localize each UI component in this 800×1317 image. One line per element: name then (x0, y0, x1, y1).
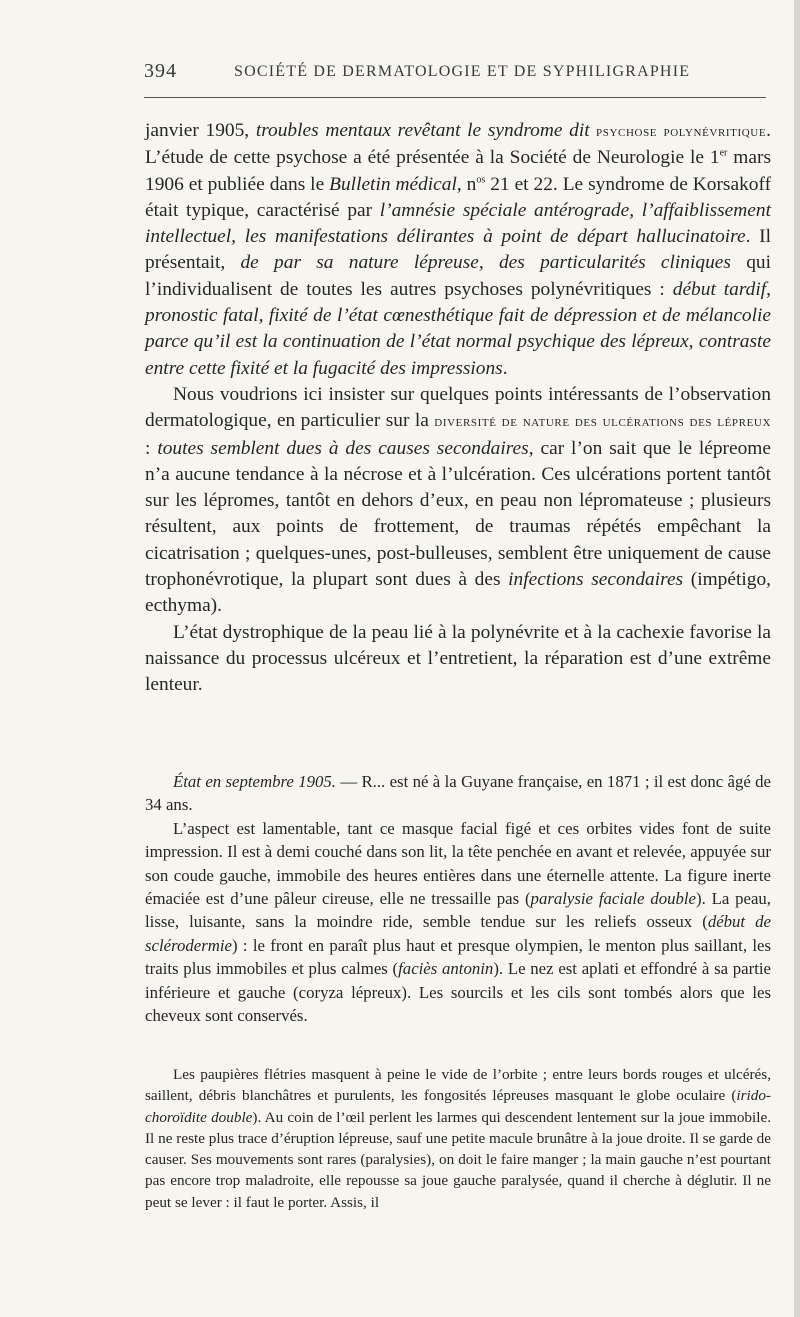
page-number: 394 (144, 60, 177, 82)
observation-paragraph-2 (145, 817, 771, 1028)
italic-run: Bulletin médical (329, 173, 457, 195)
italic-run: début de sclérodermie (145, 912, 771, 955)
text-run: L’état dystrophique de la peau lié à la polynévrite et à la cachexie favorise la naissance du processus ulcéreux et l’entretient, la réparation est d’une extrême lenteur. (145, 621, 771, 696)
text-run: qui l’individualisent de toutes les autres psychoses polynévritiques : (145, 252, 771, 300)
running-title: SOCIÉTÉ DE DERMATOLOGIE ET DE SYPHILIGRAPHIE (234, 63, 691, 80)
text-run: ) : le front en paraît plus haut et presque olympien, le menton plus saillant, les traits plus immobiles et plus calmes ( (145, 935, 771, 979)
header-rule (144, 97, 766, 98)
small-print-text (145, 1064, 771, 1213)
paragraph-2 (145, 382, 771, 620)
italic-run: début tardif, pronostic fatal, fixité de l’état cœnesthétique fait de dépression et de mélancolie parce qu’il est la continuation de l’état normal psychique des lépreux, contraste entre cette fixité et la fugacité des impressions (145, 278, 771, 379)
italic-run: infections secondaires (508, 569, 684, 591)
italic-run: toutes semblent dues à des causes secondaires (157, 437, 529, 459)
superscript: os (476, 174, 486, 186)
italic-run: État en septembre 1905. (173, 772, 336, 791)
text-run: . (502, 357, 508, 379)
text-run: janvier 1905, (145, 120, 256, 141)
text-run: . Il présentait, (145, 226, 772, 274)
smallcaps-run: diversité de nature des ulcérations des lépreux (434, 413, 771, 431)
italic-run: de par sa nature lépreuse, des particularités cliniques (240, 252, 731, 274)
italic-run: paralysie faciale double (530, 889, 696, 909)
smallcaps-run: psychose polynévritique (589, 123, 767, 140)
italic-run: irido-choroïdite double (145, 1087, 771, 1126)
text-run: , car l’on sait que le lépreome n’a aucune tendance à la nécrose et à l’ulcération. Ces ulcérations portent tantôt sur les lépromes, tantôt en dehors d’eux, en peau non lépromateuse ; plusieurs résultent, aux points de frottement, de traumas répétés empêchant la cicatrisation ; quelques-unes, post-bulleuses, semblent être uniquement de cause trophonévrotique, la plupart sont dues à des (145, 437, 771, 591)
text-run: ). Le nez est aplati et effondré à sa partie inférieure et gauche (coryza lépreux). Les sourcils et les cils sont tombés alors que les cheveux sont conservés. (145, 959, 771, 1026)
text-run: : (145, 437, 158, 459)
superscript: er (719, 147, 728, 159)
text-run: ). Au coin de l’œil perlent les larmes qui descendent lentement sur la joue immobile. Il ne reste plus trace d’éruption lépreuse, sauf une petite macule brunâtre à la joue droite. Il se garde de causer. Ses mouvements sont rares (paralysies), on doit le faire manger ; la main gauche n’est pourtant pas encore trop maladroite, elle repousse sa joue gauche paralysée, quand il cherche à déglutir. Il ne peut se lever : il faut le porter. Assis, il (145, 1108, 771, 1211)
small-paragraph-1 (145, 1064, 771, 1213)
paragraph-1 (145, 118, 771, 382)
text-run: Les paupières flétries masquent à peine le vide de l’orbite ; entre leurs bords rouges et ulcérés, saillent, débris blanchâtres et purulents, les fongosités lépreuses masquant le globe oculaire ( (145, 1066, 771, 1105)
text-run: 21 et 22. Le syndrome de Korsakoff était typique, caractérisé par (145, 173, 772, 221)
paragraph-3 (145, 620, 771, 699)
main-text (145, 118, 771, 699)
text-run: , n (456, 173, 477, 195)
italic-run: faciès antonin (398, 959, 494, 979)
text-run: ). La peau, lisse, luisante, sans la moindre ride, semble tendue sur les reliefs osseux ( (145, 889, 772, 932)
text-run: mars 1906 et publiée dans le (145, 147, 771, 195)
observation-paragraph-1 (145, 770, 771, 817)
text-run: (impétigo, ecthyma). (145, 569, 771, 617)
italic-run: l’amnésie spéciale antérograde, l’affaiblissement intellectuel, les manifestations délirantes à point de départ hallucinatoire (145, 199, 771, 248)
observation-text (145, 770, 771, 1027)
running-header (144, 60, 770, 90)
text-run: L’aspect est lamentable, tant ce masque facial figé et ces orbites vides font de suite impression. Il est à demi couché dans son lit, la tête penchée en avant et relevée, appuyée sur son coude gauche, immobile des heures entières dans une éternelle attente. La figure inerte émaciée est d’une pâleur cireuse, elle ne tressaille pas ( (145, 818, 771, 909)
italic-run: troubles mentaux revêtant le syndrome dit (255, 120, 590, 141)
text-run: — R... est né à la Guyane française, en 1871 ; il est donc âgé de 34 ans. (145, 772, 772, 815)
text-run: Nous voudrions ici insister sur quelques points intéressants de l’observation dermatologique, en particulier sur la (145, 383, 771, 432)
text-run: . L’étude de cette psychose a été présentée à la Société de Neurologie le 1 (145, 120, 771, 169)
page-edge (794, 0, 800, 1317)
